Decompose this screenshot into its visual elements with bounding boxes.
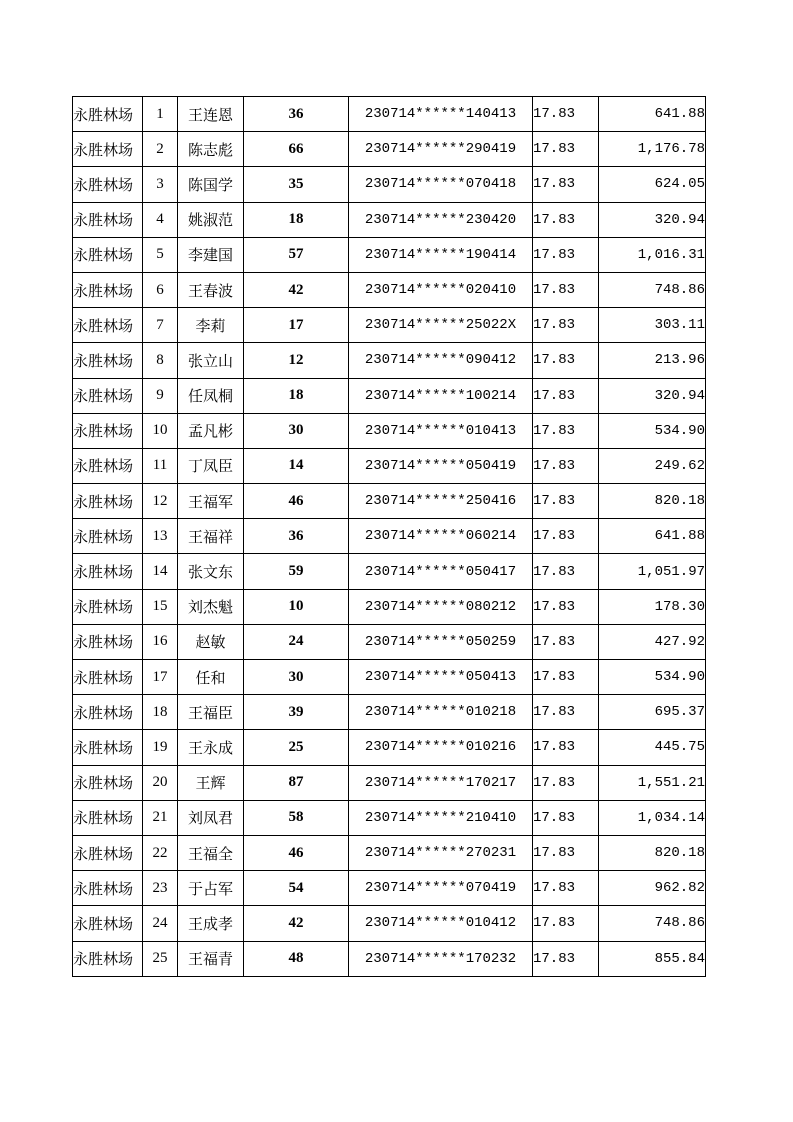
row-number-cell: 2 [143,132,178,167]
quantity-cell: 46 [244,835,349,870]
id-number-cell: 230714******170217 [349,765,533,800]
id-number-cell: 230714******25022X [349,308,533,343]
table-row [73,97,706,132]
unit-cell: 永胜林场 [73,906,143,941]
amount-cell: 962.82 [599,871,706,906]
quantity-cell: 66 [244,132,349,167]
amount-cell: 748.86 [599,272,706,307]
roster-table-body [73,97,706,977]
row-number-cell: 19 [143,730,178,765]
row-number-cell: 24 [143,906,178,941]
quantity-cell: 42 [244,272,349,307]
amount-cell: 1,551.21 [599,765,706,800]
quantity-cell: 18 [244,202,349,237]
row-number-cell: 3 [143,167,178,202]
unit-cell: 永胜林场 [73,554,143,589]
amount-cell: 1,051.97 [599,554,706,589]
unit-cell: 永胜林场 [73,765,143,800]
name-cell: 王辉 [178,765,244,800]
quantity-cell: 17 [244,308,349,343]
row-number-cell: 25 [143,941,178,976]
amount-cell: 624.05 [599,167,706,202]
unit-cell: 永胜林场 [73,730,143,765]
id-number-cell: 230714******050259 [349,624,533,659]
quantity-cell: 87 [244,765,349,800]
table-row [73,308,706,343]
id-number-cell: 230714******070418 [349,167,533,202]
unit-cell: 永胜林场 [73,871,143,906]
row-number-cell: 23 [143,871,178,906]
unit-price-cell: 17.83 [533,202,599,237]
name-cell: 赵敏 [178,624,244,659]
name-cell: 王福全 [178,835,244,870]
name-cell: 孟凡彬 [178,413,244,448]
unit-cell: 永胜林场 [73,448,143,483]
id-number-cell: 230714******270231 [349,835,533,870]
name-cell: 于占军 [178,871,244,906]
table-row [73,413,706,448]
unit-cell: 永胜林场 [73,660,143,695]
name-cell: 王春波 [178,272,244,307]
unit-price-cell: 17.83 [533,343,599,378]
row-number-cell: 22 [143,835,178,870]
name-cell: 张文东 [178,554,244,589]
quantity-cell: 24 [244,624,349,659]
amount-cell: 1,176.78 [599,132,706,167]
name-cell: 王连恩 [178,97,244,132]
amount-cell: 320.94 [599,378,706,413]
row-number-cell: 20 [143,765,178,800]
unit-price-cell: 17.83 [533,695,599,730]
amount-cell: 534.90 [599,660,706,695]
name-cell: 王永成 [178,730,244,765]
unit-cell: 永胜林场 [73,308,143,343]
row-number-cell: 7 [143,308,178,343]
quantity-cell: 25 [244,730,349,765]
row-number-cell: 14 [143,554,178,589]
unit-price-cell: 17.83 [533,448,599,483]
amount-cell: 855.84 [599,941,706,976]
unit-price-cell: 17.83 [533,906,599,941]
amount-cell: 534.90 [599,413,706,448]
id-number-cell: 230714******050413 [349,660,533,695]
row-number-cell: 17 [143,660,178,695]
quantity-cell: 58 [244,800,349,835]
unit-price-cell: 17.83 [533,624,599,659]
quantity-cell: 36 [244,97,349,132]
quantity-cell: 35 [244,167,349,202]
quantity-cell: 39 [244,695,349,730]
amount-cell: 213.96 [599,343,706,378]
name-cell: 李莉 [178,308,244,343]
amount-cell: 1,034.14 [599,800,706,835]
quantity-cell: 30 [244,413,349,448]
table-row [73,941,706,976]
table-row [73,448,706,483]
amount-cell: 641.88 [599,97,706,132]
roster-table [72,96,706,977]
unit-price-cell: 17.83 [533,97,599,132]
unit-price-cell: 17.83 [533,554,599,589]
row-number-cell: 10 [143,413,178,448]
id-number-cell: 230714******080212 [349,589,533,624]
quantity-cell: 30 [244,660,349,695]
row-number-cell: 16 [143,624,178,659]
quantity-cell: 59 [244,554,349,589]
row-number-cell: 21 [143,800,178,835]
amount-cell: 748.86 [599,906,706,941]
id-number-cell: 230714******050419 [349,448,533,483]
name-cell: 王福青 [178,941,244,976]
table-row [73,272,706,307]
id-number-cell: 230714******010218 [349,695,533,730]
table-row [73,624,706,659]
unit-price-cell: 17.83 [533,871,599,906]
unit-price-cell: 17.83 [533,765,599,800]
table-row [73,730,706,765]
unit-cell: 永胜林场 [73,132,143,167]
row-number-cell: 12 [143,484,178,519]
unit-cell: 永胜林场 [73,413,143,448]
table-row [73,660,706,695]
table-row [73,237,706,272]
table-row [73,519,706,554]
unit-price-cell: 17.83 [533,835,599,870]
name-cell: 张立山 [178,343,244,378]
quantity-cell: 48 [244,941,349,976]
unit-price-cell: 17.83 [533,272,599,307]
unit-price-cell: 17.83 [533,660,599,695]
table-row [73,202,706,237]
unit-cell: 永胜林场 [73,835,143,870]
unit-price-cell: 17.83 [533,519,599,554]
id-number-cell: 230714******060214 [349,519,533,554]
amount-cell: 303.11 [599,308,706,343]
name-cell: 李建国 [178,237,244,272]
quantity-cell: 10 [244,589,349,624]
unit-price-cell: 17.83 [533,589,599,624]
quantity-cell: 18 [244,378,349,413]
table-row [73,554,706,589]
unit-price-cell: 17.83 [533,413,599,448]
amount-cell: 695.37 [599,695,706,730]
name-cell: 王福臣 [178,695,244,730]
unit-cell: 永胜林场 [73,97,143,132]
table-row [73,871,706,906]
id-number-cell: 230714******290419 [349,132,533,167]
id-number-cell: 230714******050417 [349,554,533,589]
table-row [73,589,706,624]
amount-cell: 820.18 [599,484,706,519]
unit-price-cell: 17.83 [533,484,599,519]
amount-cell: 320.94 [599,202,706,237]
id-number-cell: 230714******190414 [349,237,533,272]
table-row [73,906,706,941]
unit-cell: 永胜林场 [73,237,143,272]
amount-cell: 445.75 [599,730,706,765]
name-cell: 丁凤臣 [178,448,244,483]
unit-cell: 永胜林场 [73,272,143,307]
unit-cell: 永胜林场 [73,484,143,519]
row-number-cell: 8 [143,343,178,378]
table-row [73,695,706,730]
unit-price-cell: 17.83 [533,308,599,343]
unit-cell: 永胜林场 [73,941,143,976]
unit-price-cell: 17.83 [533,237,599,272]
quantity-cell: 42 [244,906,349,941]
unit-price-cell: 17.83 [533,378,599,413]
amount-cell: 641.88 [599,519,706,554]
unit-cell: 永胜林场 [73,378,143,413]
row-number-cell: 11 [143,448,178,483]
row-number-cell: 6 [143,272,178,307]
unit-cell: 永胜林场 [73,589,143,624]
id-number-cell: 230714******020410 [349,272,533,307]
id-number-cell: 230714******010413 [349,413,533,448]
id-number-cell: 230714******090412 [349,343,533,378]
amount-cell: 427.92 [599,624,706,659]
row-number-cell: 15 [143,589,178,624]
name-cell: 陈国学 [178,167,244,202]
amount-cell: 1,016.31 [599,237,706,272]
unit-price-cell: 17.83 [533,167,599,202]
row-number-cell: 5 [143,237,178,272]
unit-price-cell: 17.83 [533,800,599,835]
table-row [73,343,706,378]
amount-cell: 178.30 [599,589,706,624]
table-row [73,835,706,870]
table-row [73,765,706,800]
unit-cell: 永胜林场 [73,167,143,202]
unit-price-cell: 17.83 [533,132,599,167]
table-row [73,132,706,167]
quantity-cell: 36 [244,519,349,554]
name-cell: 任凤桐 [178,378,244,413]
quantity-cell: 14 [244,448,349,483]
table-row [73,167,706,202]
id-number-cell: 230714******170232 [349,941,533,976]
unit-cell: 永胜林场 [73,800,143,835]
row-number-cell: 18 [143,695,178,730]
name-cell: 刘杰魁 [178,589,244,624]
unit-cell: 永胜林场 [73,343,143,378]
id-number-cell: 230714******100214 [349,378,533,413]
id-number-cell: 230714******210410 [349,800,533,835]
quantity-cell: 12 [244,343,349,378]
table-row [73,378,706,413]
name-cell: 王福军 [178,484,244,519]
quantity-cell: 54 [244,871,349,906]
unit-cell: 永胜林场 [73,519,143,554]
amount-cell: 820.18 [599,835,706,870]
unit-price-cell: 17.83 [533,730,599,765]
table-row [73,800,706,835]
row-number-cell: 9 [143,378,178,413]
quantity-cell: 46 [244,484,349,519]
name-cell: 陈志彪 [178,132,244,167]
name-cell: 王福祥 [178,519,244,554]
quantity-cell: 57 [244,237,349,272]
unit-cell: 永胜林场 [73,624,143,659]
name-cell: 任和 [178,660,244,695]
name-cell: 刘凤君 [178,800,244,835]
table-row [73,484,706,519]
id-number-cell: 230714******140413 [349,97,533,132]
name-cell: 王成孝 [178,906,244,941]
unit-price-cell: 17.83 [533,941,599,976]
id-number-cell: 230714******250416 [349,484,533,519]
name-cell: 姚淑范 [178,202,244,237]
row-number-cell: 1 [143,97,178,132]
row-number-cell: 4 [143,202,178,237]
unit-cell: 永胜林场 [73,202,143,237]
id-number-cell: 230714******070419 [349,871,533,906]
unit-cell: 永胜林场 [73,695,143,730]
amount-cell: 249.62 [599,448,706,483]
id-number-cell: 230714******010412 [349,906,533,941]
row-number-cell: 13 [143,519,178,554]
id-number-cell: 230714******230420 [349,202,533,237]
id-number-cell: 230714******010216 [349,730,533,765]
